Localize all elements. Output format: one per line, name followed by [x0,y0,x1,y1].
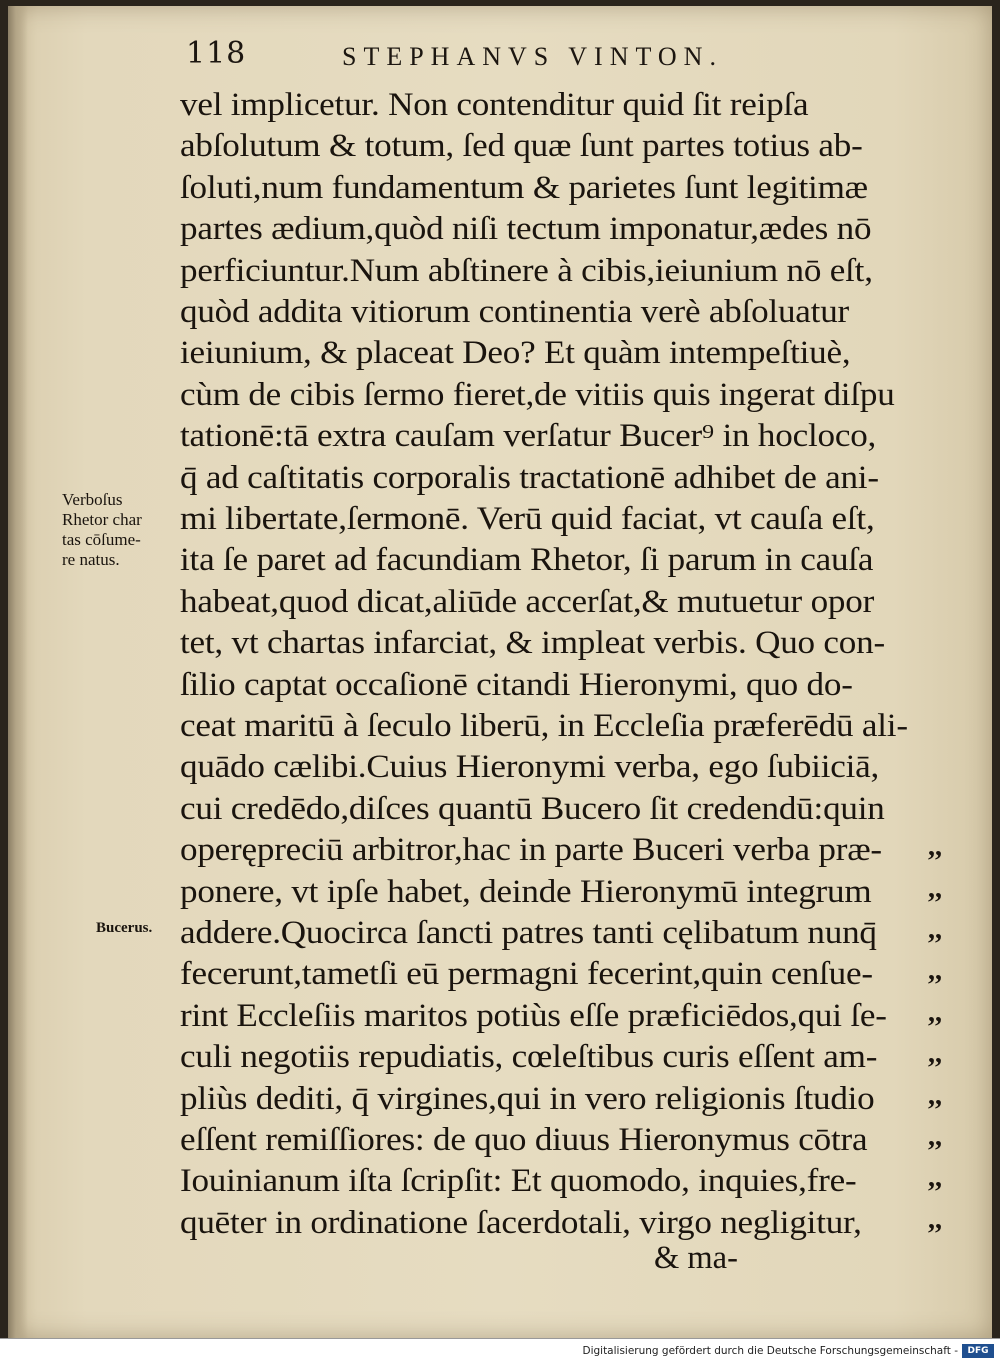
marginal-note-line: tas cōſume- [62,530,141,549]
quote-mark: ,, [928,1162,942,1194]
quote-mark: ,, [928,831,942,863]
quote-mark: ,, [928,1079,942,1111]
text-line: ſilio captat occaſionē citandi Hieronymi, quo do- [180,666,853,703]
marginal-note-line: Verboſus [62,490,123,509]
text-line: Iouinianum iſta ſcripſit: Et quomodo, inquies,fre- [180,1163,857,1200]
marginal-note [62,490,142,570]
page-edge [8,6,28,1338]
text-line: tationē:tā extra cauſam verſatur Bucer⁹ in hocloco, [180,418,877,455]
text-line: ponere, vt ipſe habet, deinde Hieronymū integrum [180,873,872,910]
quote-mark: ,, [928,955,942,987]
quote-mark: ,, [928,872,942,904]
text-line: ceat maritū à ſeculo liberū, in Eccleſia præferēdū ali- [180,708,908,744]
text-line: q̄ ad caſtitatis corporalis tractationē adhibet de ani- [180,459,879,496]
page-header [182,36,942,76]
text-line: ita ſe paret ad facundiam Rhetor, ſi parum in cauſa [180,542,874,579]
text-line: cùm de cibis ſermo fieret,de vitiis quis ingerat diſpu [180,376,895,413]
quote-mark: ,, [928,996,942,1028]
quote-mark: ,, [928,1038,942,1070]
text-line: ſoluti,num fundamentum & parietes ſunt legitimæ [180,169,868,206]
marginal-note-line: re natus. [62,550,120,569]
text-line: quòd addita vitiorum continentia verè abſoluatur [180,294,850,330]
marginal-note-line: Rhetor char [62,510,142,529]
text-line: pliùs dediti, q̄ virgines,qui in vero religionis ſtudio [180,1080,875,1117]
quote-mark: ,, [928,1203,942,1235]
text-line: perficiuntur.Num abſtinere à cibis,ieiunium nō eſt, [180,252,873,289]
text-line: fecerunt,tametſi eū permagni fecerint,quin cenſue- [180,956,873,993]
text-line: habeat,quod dicat,aliūde accerſat,& mutuetur opor [180,583,875,620]
page-number: 118 [186,36,247,71]
text-line: tet, vt chartas infarciat, & impleat verbis. Quo con- [180,625,885,662]
text-line: abſolutum & totum, ſed quæ ſunt partes totius ab- [180,128,863,165]
text-line: mi libertate,ſermonē. Verū quid faciat, vt cauſa eſt, [180,501,875,537]
text-line: addere.Quocirca ſancti patres tanti cęlibatum nunq̄ [180,915,877,951]
quote-mark: ,, [928,914,942,945]
text-line: ieiunium, & placeat Deo? Et quàm intempeſtiuè, [180,335,851,372]
book-page [8,6,992,1338]
running-title: STEPHANVS VINTON. [342,42,723,71]
text-line: quādo cælibi.Cuius Hieronymi verba, ego ſubiiciā, [180,749,880,786]
text-line: cui credēdo,diſces quantū Bucero ſit credendū:quin [180,790,885,827]
text-line: rint Eccleſiis maritos potiùs eſſe præficiēdos,qui ſe- [180,997,887,1034]
catchword: & ma- [654,1240,738,1276]
text-line: eſſent remiſſiores: de quo diuus Hieronymus cōtra [180,1122,868,1158]
text-line: vel implicetur. Non contenditur quid ſit reipſa [180,87,809,123]
text-line: partes ædium,quòd niſi tectum imponatur,ædes nō [180,211,872,248]
footer-credit: Digitalisierung gefördert durch die Deutsche Forschungsgemeinschaft - [582,1345,958,1357]
text-line: operępreciū arbitror,hac in parte Buceri verba præ- [180,832,882,869]
dfg-logo: DFG [962,1344,994,1358]
text-line: quēter in ordinatione ſacerdotali, virgo negligitur, [180,1204,862,1241]
footer-bar [0,1338,1000,1364]
marginal-bucerus: Bucerus. [96,920,153,936]
quote-mark: ,, [928,1121,942,1152]
text-line: culi negotiis repudiatis, cœleſtibus curis eſſent am- [180,1039,878,1076]
